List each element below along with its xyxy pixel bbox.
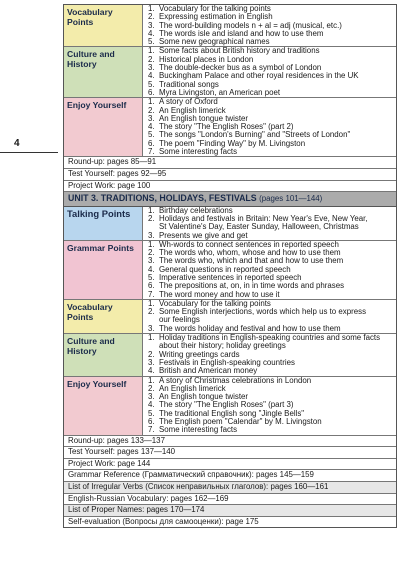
item-number: 6. (148, 281, 155, 291)
item-number: 5. (148, 408, 155, 418)
item-text: Some English interjections, words which help us to express (159, 307, 367, 317)
section-label: Vocabulary Points (64, 300, 143, 333)
unit2-section-culture-and-history (64, 47, 396, 98)
item-number: 4. (148, 400, 155, 410)
item-number: 1. (148, 375, 155, 385)
item-text: Wh-words to connect sentences in reported speech (159, 239, 339, 249)
item-text: The word-building models n + al = adj (musical, etc.) (159, 20, 342, 30)
item-number: 2. (148, 383, 155, 393)
table-of-contents (63, 4, 397, 528)
item-number: 1. (148, 205, 155, 215)
unit3-section-vocabulary-points (64, 300, 396, 334)
appendix-item: List of Irregular Verbs (Список неправильных глаголов): pages 160—161 (64, 482, 396, 494)
item-number: 1. (148, 298, 155, 308)
list-item (148, 367, 394, 375)
item-number: 4. (148, 71, 155, 81)
item-number: 1. (148, 46, 155, 56)
item-text: our feelings (159, 315, 200, 325)
item-text: Some new geographical names (159, 37, 270, 47)
item-text: Birthday celebrations (159, 205, 233, 215)
item-text: Some interesting facts (159, 425, 238, 435)
item-text: Holiday traditions in English-speaking countries and some facts (159, 333, 381, 343)
appendix-item: English-Russian Vocabulary: pages 162—169 (64, 494, 396, 506)
unit3-header (64, 192, 396, 207)
unit3-section-grammar-points (64, 241, 396, 300)
item-number: 2. (148, 12, 155, 22)
unit2-section-enjoy-yourself (64, 98, 396, 157)
item-text: Vocabulary for the talking points (159, 4, 271, 13)
unit3-section-talking-points (64, 207, 396, 241)
item-number: 7. (148, 425, 155, 435)
section-items (143, 241, 396, 299)
item-number: 6. (148, 87, 155, 97)
item-text: The English poem "Calendar" by M. Livingston (159, 417, 322, 427)
item-number: 3. (148, 323, 155, 333)
item-number: 5. (148, 130, 155, 140)
unit2-test-yourself: Test Yourself: pages 92—95 (64, 169, 396, 181)
appendix-item: Self-evaluation (Вопросы для самооценки): page 175 (64, 517, 396, 528)
appendix-item: Grammar Reference (Грамматический справочник): pages 145—159 (64, 470, 396, 482)
unit3-test-yourself: Test Yourself: pages 137—140 (64, 447, 396, 459)
item-text: The word money and how to use it (159, 289, 280, 299)
unit3-project-work: Project Work: page 144 (64, 459, 396, 471)
item-number: 7. (148, 147, 155, 157)
item-text: An English limerick (159, 105, 226, 115)
unit3-pages: (pages 101—144) (259, 194, 323, 204)
item-text: Buckingham Palace and other royal residences in the UK (159, 71, 359, 81)
item-text: The story "The English Roses" (part 2) (159, 122, 294, 132)
item-number: 1. (148, 4, 155, 13)
item-text: The words holiday and festival and how to use them (159, 323, 341, 333)
unit2-roundup: Round-up: pages 85—91 (64, 157, 396, 169)
item-number: 2. (148, 105, 155, 115)
appendix-list (64, 470, 396, 527)
item-number: 3. (148, 113, 155, 123)
item-number: 4. (148, 366, 155, 376)
item-number: 2. (148, 307, 155, 317)
item-text: British and American money (159, 366, 258, 376)
unit3-roundup: Round-up: pages 133—137 (64, 436, 396, 448)
item-text: Traditional songs (159, 79, 219, 89)
item-number: 2. (148, 54, 155, 64)
item-text: The traditional English song "Jingle Bells" (159, 408, 305, 418)
list-item (148, 291, 394, 299)
item-number: 4. (148, 28, 155, 38)
list-item (148, 232, 394, 240)
item-number: 1. (148, 239, 155, 249)
section-label: Talking Points (64, 207, 143, 240)
item-number: 6. (148, 417, 155, 427)
section-label: Culture and History (64, 334, 143, 375)
item-text: The words isle and island and how to use them (159, 28, 324, 38)
item-text: Vocabulary for the talking points (159, 298, 271, 308)
item-number: 5. (148, 273, 155, 282)
section-items (143, 47, 396, 97)
item-number: 7. (148, 289, 155, 299)
unit3-section-enjoy-yourself (64, 377, 396, 436)
item-text: Expressing estimation in English (159, 12, 273, 22)
section-items (143, 377, 396, 435)
item-text: St Valentine's Day, Easter Sunday, Halloween, Christmas (159, 222, 359, 232)
item-text: An English limerick (159, 383, 226, 393)
item-text: The double-decker bus as a symbol of London (159, 63, 322, 73)
item-text: Presents we give and get (159, 230, 248, 240)
item-text: A story of Christmas celebrations in London (159, 375, 312, 385)
unit3-section-culture-and-history (64, 334, 396, 376)
section-label: Enjoy Yourself (64, 377, 143, 435)
item-number: 6. (148, 138, 155, 148)
item-text: The songs "London's Burning" and "Streets of London" (159, 130, 351, 140)
item-text: General questions in reported speech (159, 264, 291, 274)
item-text: Historical places in London (159, 54, 254, 64)
page-number: 4 (14, 138, 20, 149)
item-number: 3. (148, 256, 155, 266)
unit3-sections (64, 207, 396, 436)
item-number: 3. (148, 63, 155, 73)
section-label: Vocabulary Points (64, 5, 143, 46)
item-number: 2. (148, 349, 155, 359)
item-number: 3. (148, 357, 155, 367)
item-text: A story of Oxford (159, 97, 218, 107)
item-text: Festivals in English-speaking countries (159, 357, 295, 367)
item-text: Writing greetings cards (159, 349, 240, 359)
item-number: 3. (148, 20, 155, 30)
item-number: 4. (148, 264, 155, 274)
list-item (148, 148, 394, 156)
section-items (143, 5, 396, 46)
unit2-sections (64, 5, 396, 157)
list-item (148, 325, 394, 333)
item-number: 3. (148, 230, 155, 240)
section-items (143, 98, 396, 156)
section-label: Enjoy Yourself (64, 98, 143, 156)
item-text: The story "The English Roses" (part 3) (159, 400, 294, 410)
list-item (148, 89, 394, 97)
section-items (143, 207, 396, 240)
item-text: Imperative sentences in reported speech (159, 273, 302, 282)
item-text: Some interesting facts (159, 147, 238, 157)
item-number: 2. (148, 248, 155, 258)
item-number: 2. (148, 213, 155, 223)
section-label: Culture and History (64, 47, 143, 97)
list-item (148, 38, 394, 46)
item-text: The prepositions at, on, in in time words and phrases (159, 281, 345, 291)
list-item (148, 426, 394, 434)
section-items (143, 300, 396, 333)
unit3-title: UNIT 3. TRADITIONS, HOLIDAYS, FESTIVALS (68, 193, 257, 204)
item-text: An English tongue twister (159, 392, 249, 402)
item-number: 3. (148, 392, 155, 402)
item-text: about their history; holiday greetings (159, 341, 286, 351)
section-label: Grammar Points (64, 241, 143, 299)
item-number: 1. (148, 97, 155, 107)
item-text: The poem "Finding Way" by M. Livingston (159, 138, 306, 148)
item-text: The words who, which and that and how to use them (159, 256, 344, 266)
item-text: Holidays and festivals in Britain: New Year's Eve, New Year, (159, 213, 368, 223)
item-text: Myra Livingston, an American poet (159, 87, 281, 97)
section-items (143, 334, 396, 375)
item-number: 1. (148, 333, 155, 343)
item-number: 4. (148, 122, 155, 132)
item-text: Some facts about British history and traditions (159, 46, 320, 56)
item-number: 5. (148, 37, 155, 47)
appendix-item: List of Proper Names: pages 170—174 (64, 505, 396, 517)
item-number: 5. (148, 79, 155, 89)
page-number-rule (0, 152, 58, 153)
unit2-section-vocabulary-points (64, 5, 396, 47)
unit2-project-work: Project Work: page 100 (64, 181, 396, 193)
item-text: An English tongue twister (159, 113, 249, 123)
item-text: The words who, whom, whose and how to use them (159, 248, 341, 258)
